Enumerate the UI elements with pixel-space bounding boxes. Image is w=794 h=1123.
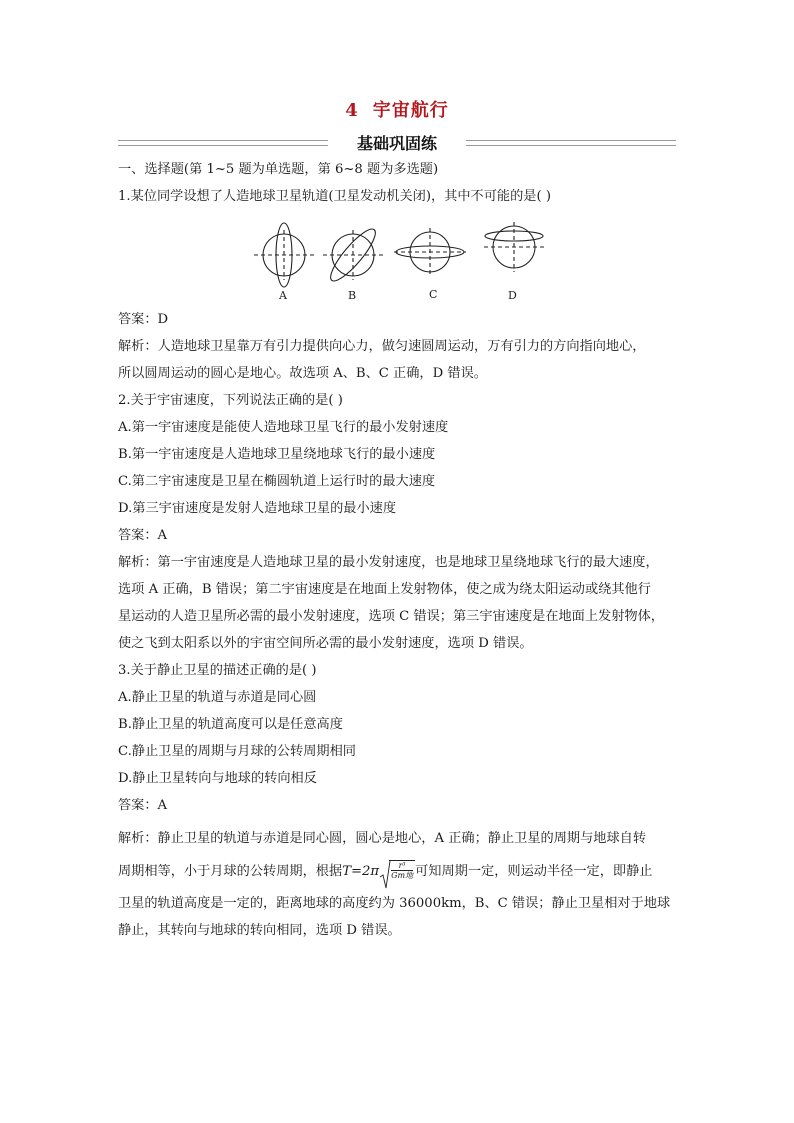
q3-option-d: D.静止卫星转向与地球的转向相反 bbox=[118, 771, 317, 786]
q3-option-b: B.静止卫星的轨道高度可以是任意高度 bbox=[118, 717, 343, 732]
q2-analysis-line: 选项 A 正确，B 错误；第二宇宙速度是在地面上发射物体，使之成为绕太阳运动或绕其他行 bbox=[118, 582, 651, 597]
q2-analysis-line: 解析：第一宇宙速度是人造地球卫星的最小发射速度，也是地球卫星绕地球飞行的最大速度， bbox=[118, 555, 659, 570]
orbit-d bbox=[484, 222, 544, 272]
q2-option-c: C.第二宇宙速度是卫星在椭圆轨道上运行时的最大速度 bbox=[118, 474, 436, 489]
section-header bbox=[118, 131, 676, 153]
q3-option-c: C.静止卫星的周期与月球的公转周期相同 bbox=[118, 744, 356, 759]
q3-stem: 3.关于静止卫星的描述正确的是( ) bbox=[118, 663, 317, 678]
q2-analysis-line: 使之飞到太阳系以外的宇宙空间所必需的最小发射速度，选项 D 错误。 bbox=[118, 636, 533, 651]
lesson-title bbox=[0, 96, 794, 122]
q3-analysis-line: 静止，其转向与地球的转向相同，选项 D 错误。 bbox=[118, 923, 401, 938]
q2-answer: 答案：A bbox=[118, 528, 168, 543]
section-title: 基础巩固练 bbox=[356, 134, 437, 153]
square-root-icon bbox=[379, 860, 391, 890]
figure-label-b: B bbox=[348, 289, 357, 302]
figure-label-a: A bbox=[279, 289, 287, 302]
q3-analysis-line: 卫星的轨道高度是一定的，距离地球的高度约为 36000km，B、C 错误；静止卫星相对于地球 bbox=[118, 896, 671, 911]
q3-analysis-formula-line: 周期相等，小于月球的公转周期，根据T=2π r³ Gm地 可知周期一定，则运动半径一定，即静止 bbox=[118, 860, 688, 890]
q3-option-a: A.静止卫星的轨道与赤道是同心圆 bbox=[118, 690, 317, 705]
orbit-diagrams bbox=[248, 218, 548, 308]
orbit-b bbox=[323, 224, 383, 286]
figure-label-c: C bbox=[429, 288, 438, 301]
q1-stem: 1.某位同学设想了人造地球卫星轨道(卫星发动机关闭)，其中不可能的是( ) bbox=[118, 189, 551, 204]
q1-analysis-line: 解析：人造地球卫星靠万有引力提供向心力，做匀速圆周运动，万有引力的方向指向地心， bbox=[118, 339, 646, 354]
orbit-figure bbox=[248, 218, 548, 308]
q3-analysis-line: 解析：静止卫星的轨道与赤道是同心圆，圆心是地心，A 正确；静止卫星的周期与地球自转 bbox=[118, 831, 647, 846]
instructions: 一、选择题(第 1~5 题为单选题，第 6~8 题为多选题) bbox=[118, 162, 439, 177]
q1-answer: 答案：D bbox=[118, 312, 169, 327]
lesson-name: 宇宙航行 bbox=[372, 100, 449, 121]
figure-label-d: D bbox=[508, 289, 517, 302]
orbit-a bbox=[254, 223, 314, 287]
orbit-c bbox=[394, 228, 466, 276]
q1-analysis-line: 所以圆周运动的圆心是地心。故选项 A、B、C 正确，D 错误。 bbox=[118, 366, 487, 381]
q2-option-a: A.第一宇宙速度是能使人造地球卫星飞行的最小发射速度 bbox=[118, 420, 449, 435]
section-rule-right bbox=[466, 140, 676, 146]
q2-analysis-line: 星运动的人造卫星所必需的最小发射速度，选项 C 错误；第三宇宙速度是在地面上发射物体， bbox=[118, 609, 664, 624]
q2-option-b: B.第一宇宙速度是人造地球卫星绕地球飞行的最小速度 bbox=[118, 447, 436, 462]
q2-option-d: D.第三宇宙速度是发射人造地球卫星的最小速度 bbox=[118, 501, 397, 516]
q2-stem: 2.关于宇宙速度，下列说法正确的是( ) bbox=[118, 393, 343, 408]
period-formula: T=2π r³ Gm地 bbox=[342, 860, 415, 883]
lesson-number: 4 bbox=[345, 100, 359, 121]
q3-answer: 答案：A bbox=[118, 798, 168, 813]
